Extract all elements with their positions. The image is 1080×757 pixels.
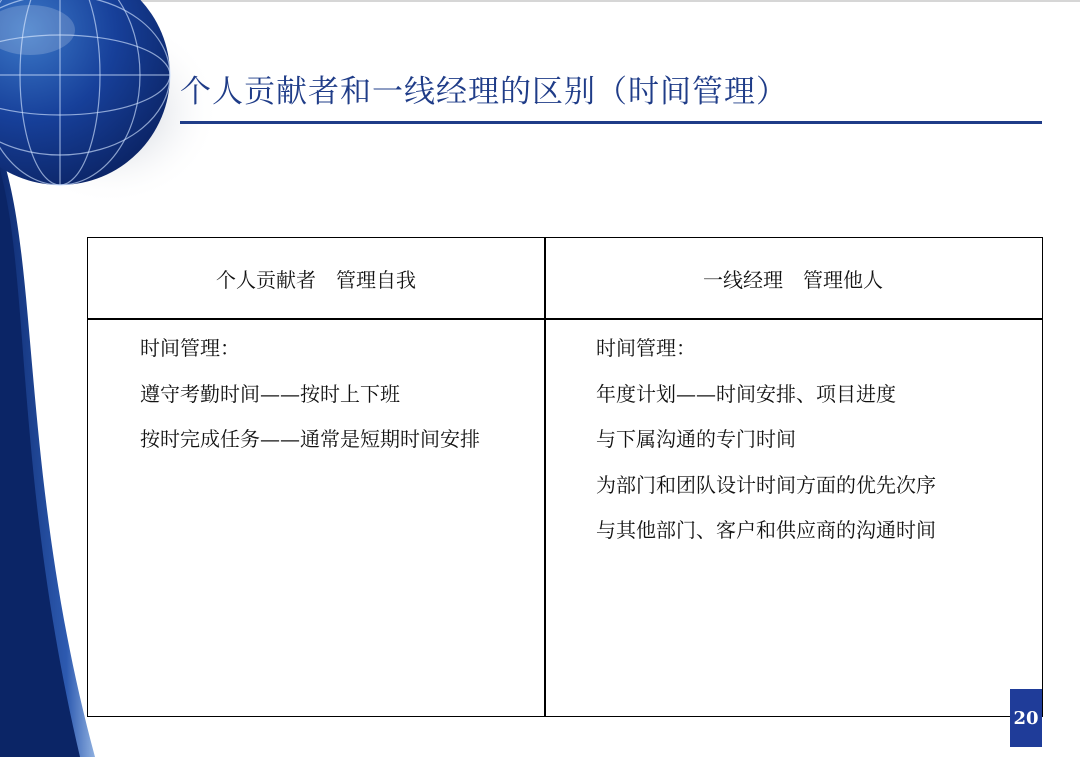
page-number-badge: 20 bbox=[1010, 689, 1042, 747]
right-line: 与其他部门、客户和供应商的沟通时间 bbox=[596, 518, 936, 542]
left-line: 按时完成任务——通常是短期时间安排 bbox=[140, 427, 480, 451]
right-line: 为部门和团队设计时间方面的优先次序 bbox=[596, 472, 936, 497]
slide-title: 个人贡献者和一线经理的区别（时间管理） bbox=[180, 74, 788, 110]
left-column-body bbox=[140, 330, 480, 467]
right-column-header: 一线经理 管理他人 bbox=[703, 267, 883, 292]
right-line: 与下属沟通的专门时间 bbox=[596, 427, 796, 451]
title-underline bbox=[180, 121, 1042, 124]
left-line: 遵守考勤时间——按时上下班 bbox=[140, 381, 400, 406]
left-line: 时间管理： bbox=[140, 336, 240, 360]
header-divider bbox=[88, 318, 1042, 320]
comparison-table bbox=[87, 237, 1043, 717]
right-column-body bbox=[596, 330, 936, 558]
right-line: 时间管理： bbox=[596, 336, 696, 360]
right-line: 年度计划——时间安排、项目进度 bbox=[596, 381, 896, 406]
left-column-header: 个人贡献者 管理自我 bbox=[216, 267, 416, 292]
